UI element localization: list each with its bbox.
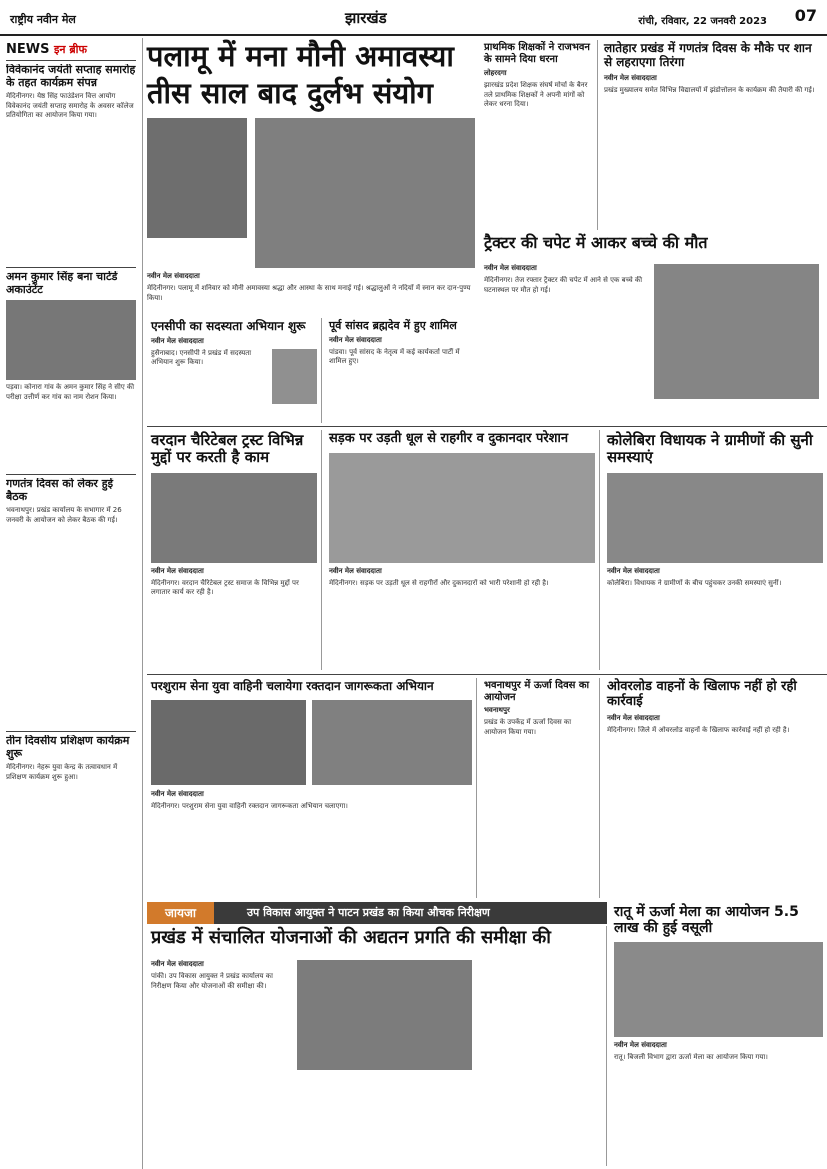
overload-byline: नवीन मेल संवाददाता (607, 713, 660, 722)
strip-tag: जायजा (147, 902, 214, 924)
lead-text: मेदिनीनगर। पलामू में शनिवार को मौनी अमावस्या श्रद्धा और आस्था के साथ मनाई गई। श्रद्धालुओं ने नदियों में स्नान कर दान-पुण्य किया। (147, 284, 471, 302)
mp-join-text: पांडवा। पूर्व सांसद के नेतृत्व में कई कार्यकर्ता पार्टी में शामिल हुए। (329, 347, 460, 366)
article-energy-fair (610, 902, 827, 1166)
dateline: रांची, रविवार, 22 जनवरी 2023 (638, 16, 767, 27)
brief-headline: विवेकानंद जयंती सप्ताह समारोह के तहत कार्यक्रम संपन्न (6, 64, 136, 89)
brief-text: पड़वा। कोनारा गांव के अमन कुमार सिंह ने सीए की परीक्षा उत्तीर्ण कर गांव का नाम रोशन किया। (6, 383, 135, 401)
ncp-text: हुसैनाबाद। एनसीपी ने प्रखंड में सदस्यता अभियान शुरू किया। (151, 348, 252, 367)
news-brief-label (6, 42, 136, 57)
lead-byline: नवीन मेल संवाददाता (147, 272, 200, 280)
kolebira-headline: कोलेबिरा विधायक ने ग्रामीणों की सुनी समस्याएं (607, 431, 813, 467)
article-dust (325, 430, 600, 670)
section-divider (147, 674, 827, 675)
brief-photo (6, 300, 136, 380)
brief-headline: तीन दिवसीय प्रशिक्षण कार्यक्रम शुरू (6, 735, 130, 760)
energy-fair-photo (614, 942, 823, 1037)
trust-photo (151, 473, 317, 563)
kolebira-text: कोलेबिरा। विधायक ने ग्रामीणों के बीच पहुंचकर उनकी समस्याएं सुनीं। (607, 578, 782, 587)
brief-text: मेदिनीनगर। येष्ठ सिंह फाउंडेशन वित्त आयोग विवेकानंद जयंती सप्ताह समारोह के अवसर कॉलेज प्रतियोगिता का आयोजन किया गया। (6, 92, 134, 120)
article-teachers (480, 40, 598, 230)
inspection-photo (297, 960, 472, 1070)
article-latehar (600, 40, 827, 230)
lead-photo (147, 118, 247, 238)
energy-fair-headline: रातू में ऊर्जा मेला का आयोजन 5.5 लाख की हुई वसूली (614, 904, 799, 937)
kolebira-byline: नवीन मेल संवाददाता (607, 566, 660, 575)
brief-headline: अमन कुमार सिंह बना चार्टर्ड अकाउंटेंट (6, 271, 118, 296)
blood-photo-2 (312, 700, 472, 785)
article-ncp (147, 318, 322, 423)
dust-headline: सड़क पर उड़ती धूल से राहगीर व दुकानदार परेशान (329, 431, 569, 446)
brief-label: इन ब्रीफ (54, 43, 87, 56)
brief-item (6, 271, 136, 471)
article-tractor (480, 232, 827, 412)
energy-fair-byline: नवीन मेल संवाददाता (614, 1041, 667, 1050)
article-overload (603, 678, 827, 898)
sidebar-news-brief (0, 38, 143, 1169)
ncp-byline: नवीन मेल संवाददाता (151, 336, 204, 345)
tractor-photo (654, 264, 819, 399)
inspection-byline: नवीन मेल संवाददाता (151, 960, 204, 968)
trust-byline: नवीन मेल संवाददाता (151, 566, 204, 575)
section-divider (147, 426, 827, 427)
energy-day-byline: भवनाथपुर (484, 706, 510, 714)
overload-text: मेदिनीनगर। जिले में ओवरलोड वाहनों के खिलाफ कार्रवाई नहीं हो रही है। (607, 725, 790, 734)
brief-item (6, 735, 136, 995)
page-number: 07 (794, 6, 817, 25)
dust-photo (329, 453, 595, 563)
article-mp-join (325, 318, 477, 423)
mp-join-headline: पूर्व सांसद ब्रह्मदेव में हुए शामिल (329, 319, 457, 332)
lead-photo-large (255, 118, 475, 268)
energy-fair-text: रातू। बिजली विभाग द्वारा ऊर्जा मेला का आयोजन किया गया। (614, 1053, 768, 1062)
inspection-text: पांकी। उप विकास आयुक्त ने प्रखंड कार्यालय का निरीक्षण किया और योजनाओं की समीक्षा की। (151, 972, 273, 990)
brief-headline: गणतंत्र दिवस को लेकर हुई बैठक (6, 478, 113, 503)
overload-headline: ओवरलोड वाहनों के खिलाफ नहीं हो रही कार्रवाई (607, 679, 797, 709)
tractor-headline: ट्रैक्टर की चपेट में आकर बच्चे की मौत (484, 233, 708, 252)
tractor-text: मेदिनीनगर। तेज रफ्तार ट्रैक्टर की चपेट में आने से एक बच्चे की घटनास्थल पर मौत हो गई। (484, 276, 643, 294)
news-label: NEWS (6, 42, 50, 57)
article-energy-day (480, 678, 600, 898)
trust-headline: वरदान चैरिटेबल ट्रस्ट विभिन्न मुद्दों पर करती है काम (151, 431, 304, 467)
teachers-text: झारखंड प्रदेश शिक्षक संघर्ष मोर्चा के बैनर तले प्राथमिक शिक्षकों ने अपनी मांगों को लेकर धरना दिया। (484, 81, 588, 108)
article-inspection (147, 926, 607, 1166)
brief-text: भवनाथपुर। प्रखंड कार्यालय के सभागार में 26 जनवरी के आयोजन को लेकर बैठक की गई। (6, 506, 122, 524)
article-kolebira (603, 430, 827, 670)
blood-photo (151, 700, 306, 785)
dust-byline: नवीन मेल संवाददाता (329, 566, 382, 575)
trust-text: मेदिनीनगर। वरदान चैरिटेबल ट्रस्ट समाज के विभिन्न मुद्दों पर लगातार कार्य कर रही है। (151, 578, 299, 596)
brief-text: मेदिनीनगर। नेहरू युवा केन्द्र के तत्वावधान में प्रशिक्षण कार्यक्रम शुरू हुआ। (6, 763, 118, 781)
tractor-byline: नवीन मेल संवाददाता (484, 264, 537, 272)
inspection-headline: प्रखंड में संचालित योजनाओं की अद्यतन प्रगति की समीक्षा की (151, 927, 551, 948)
kolebira-photo (607, 473, 823, 563)
energy-day-text: प्रखंड के उपकेंद्र में ऊर्जा दिवस का आयोजन किया गया। (484, 718, 572, 736)
lead-headline-line2: तीस साल बाद दुर्लभ संयोग (147, 76, 433, 111)
dust-text: मेदिनीनगर। सड़क पर उड़ती धूल से राहगीरों और दुकानदारों को भारी परेशानी हो रही है। (329, 578, 549, 587)
teachers-headline: प्राथमिक शिक्षकों ने राजभवन के सामने दिया धरना (484, 42, 590, 65)
article-blood (147, 678, 477, 898)
article-trust (147, 430, 322, 670)
ncp-headline: एनसीपी का सदस्यता अभियान शुरू (151, 319, 306, 333)
ncp-photo (272, 349, 317, 404)
teachers-byline: लोहरदगा (484, 69, 507, 77)
lead-headline-line1: पलामू में मना मौनी अमावस्या (147, 39, 454, 73)
page-header (0, 0, 827, 36)
blood-text: मेदिनीनगर। परशुराम सेना युवा वाहिनी रक्तदान जागरूकता अभियान चलाएगा। (151, 802, 348, 810)
blood-byline: नवीन मेल संवाददाता (151, 790, 204, 798)
mp-join-byline: नवीन मेल संवाददाता (329, 335, 382, 344)
masthead-brand: राष्ट्रीय नवीन मेल (10, 13, 76, 26)
latehar-headline: लातेहार प्रखंड में गणतंत्र दिवस के मौके पर शान से लहराएगा तिरंगा (604, 41, 812, 69)
section-title: झारखंड (345, 9, 387, 27)
strip-headline: उप विकास आयुक्त ने पाटन प्रखंड का किया औचक निरीक्षण (247, 906, 490, 919)
brief-item (6, 478, 136, 728)
blood-headline: परशुराम सेना युवा वाहिनी चलायेगा रक्तदान जागरूकता अभियान (151, 679, 434, 693)
energy-day-headline: भवनाथपुर में ऊर्जा दिवस का आयोजन (484, 680, 590, 703)
latehar-text: प्रखंड मुख्यालय समेत विभिन्न विद्यालयों में झंडोत्तोलन के कार्यक्रम की तैयारी की गई। (604, 85, 815, 94)
brief-item (6, 64, 136, 264)
strip-banner (147, 902, 607, 924)
latehar-byline: नवीन मेल संवाददाता (604, 73, 657, 82)
